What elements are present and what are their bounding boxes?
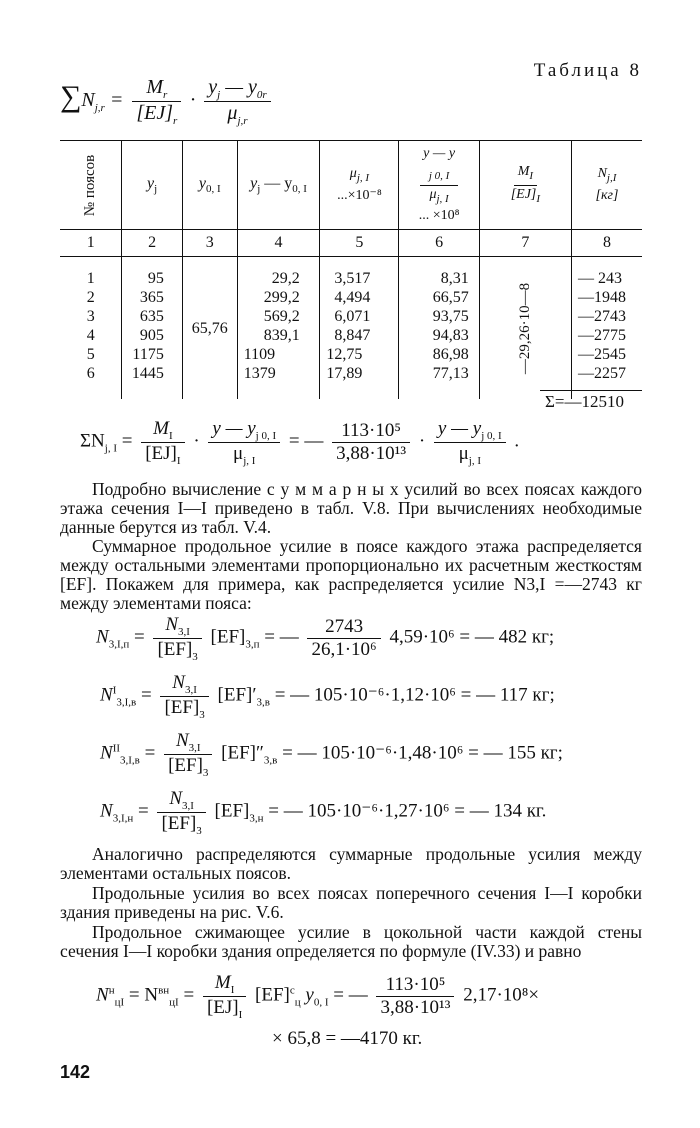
- header-formula: $\sum N_{j,r}$ = $\frac{M_r}{[EJ]_r}$ · $\frac{y_j — y_{0r}}{\mu_{j,r}}$: [60, 76, 275, 127]
- column-number: 2: [122, 230, 182, 257]
- m-ej-value: —29,26·10—8: [479, 257, 571, 400]
- sum-equation: $\Sigma N_{j, I}$ = $\frac{M_I}{[EJ]_I}$ · $\frac{y — y_{j 0, I}}{\mu_{j, I}}$ = — $\frac{\text{113·10⁵}}{\text{3,88·10¹³}}$ · $\frac{y — y_{j 0, I}}{\mu_{j, I}}$ .: [80, 418, 520, 467]
- page-number: 142: [60, 1062, 91, 1082]
- col-header-n: $N_{j,I}$ [кг]: [571, 141, 642, 230]
- col-header-ratio: y — y $_{j 0, I}$ $\mu_{j, I}$ ... ×10⁸: [399, 141, 479, 230]
- col-header-belts: № поясов: [60, 141, 122, 230]
- column-number: 1: [60, 230, 122, 257]
- data-table: [60, 140, 642, 399]
- col-header-dy: $y_j$ — $y_{0, I}$: [237, 141, 320, 230]
- column-number: 8: [571, 230, 642, 257]
- table-caption: Таблица 8: [533, 60, 642, 81]
- table-body: [60, 257, 642, 400]
- final-equation: $N^н_{цI} = N^{вн}_{цI}$ = $\frac{M_I}{[EJ]_I}$ [EF]$^с_ц$ $y_{0, I}$ = — $\frac{\text{113·10⁵}}{\text{3,88·10¹³}}$ 2,17·10⁸×: [96, 972, 540, 1021]
- distribution-equation-2: $N^I_{3,I,в}$ = $\frac{N_{3,I}}{[EF]_3}$ $[EF]'_{3,в}$ = — 105·10⁻⁶·1,12·10⁶ = — 117 кг;: [100, 672, 555, 721]
- column-number: 4: [237, 230, 320, 257]
- column-number: 3: [182, 230, 237, 257]
- col-header-yj: $y_j$: [122, 141, 182, 230]
- paragraph-2: Суммарное продольное усилие в поясе каждого этажа распределяется между остальными элементами пропорционально их расчетным жесткостям [EF]. Покажем для примера, как распределяется усилие N3,I =—2743 кг между элементами пояса:: [60, 536, 642, 613]
- final-equation-line-2: × 65,8 = —4170 кг.: [272, 1028, 423, 1049]
- n-values: — 243 —1948 —2743 —2775 —2545 —2257: [571, 257, 642, 400]
- col-header-mu: $\mu_{j, I}$ ...×10⁻⁸: [320, 141, 399, 230]
- sum-total: Σ=—12510: [545, 392, 624, 411]
- paragraph-5: Продольное сжимающее усилие в цокольной части каждой стены сечения I—I коробки здания определяется по формуле (IV.33) и равно: [60, 922, 642, 961]
- y0-value: 65,76: [182, 257, 237, 400]
- distribution-equation-4: $N_{3,I,н}$ = $\frac{N_{3,I}}{[EF]_3}$ $[EF]_{3,н}$ = — 105·10⁻⁶·1,27·10⁶ = — 134 кг.: [100, 788, 547, 837]
- belt-numbers: 1 2 3 4 5 6: [86, 270, 95, 382]
- yj-values: 95 365 635 905 1175 1445: [122, 257, 182, 400]
- col-header-y0: $y_{0, I}$: [182, 141, 237, 230]
- dy-values: 29,2 299,2 569,2 839,1 1109 1379: [237, 257, 320, 400]
- paragraph-4: Продольные усилия во всех поясах поперечного сечения I—I коробки здания приведены на рис. V.6.: [60, 883, 642, 922]
- ratio-values: 8,31 66,57 93,75 94,83 86,98 77,13: [399, 257, 479, 400]
- paragraph-3: Аналогично распределяются суммарные продольные усилия между элементами остальных поясов.: [60, 844, 642, 883]
- mu-values: 3,517 4,494 6,071 8,847 12,75 17,89: [320, 257, 399, 400]
- sum-divider: [540, 390, 642, 391]
- col-header-m-ej: $M_I$ $[EJ]_I$: [479, 141, 571, 230]
- distribution-equation-3: $N^{II}_{3,I,в}$ = $\frac{N_{3,I}}{[EF]_3}$ $[EF]''_{3,в}$ = — 105·10⁻⁶·1,48·10⁶ = — 155 кг;: [100, 730, 563, 779]
- column-number: 5: [320, 230, 399, 257]
- column-number: 7: [479, 230, 571, 257]
- distribution-equation-1: $N_{3,I,п}$ = $\frac{N_{3,I}}{[EF]_3}$ $[EF]_{3,п}$ = — $\frac{2743}{\text{26,1·10⁶}}$ 4,59·10⁶ = — 482 кг;: [96, 614, 555, 663]
- paragraph-1: Подробно вычисление с у м м а р н ы х усилий во всех поясах каждого этажа сечения I—I приведено в табл. V.8. При вычислениях необходимые данные берутся из табл. V.4.: [60, 479, 642, 537]
- column-number: 6: [399, 230, 479, 257]
